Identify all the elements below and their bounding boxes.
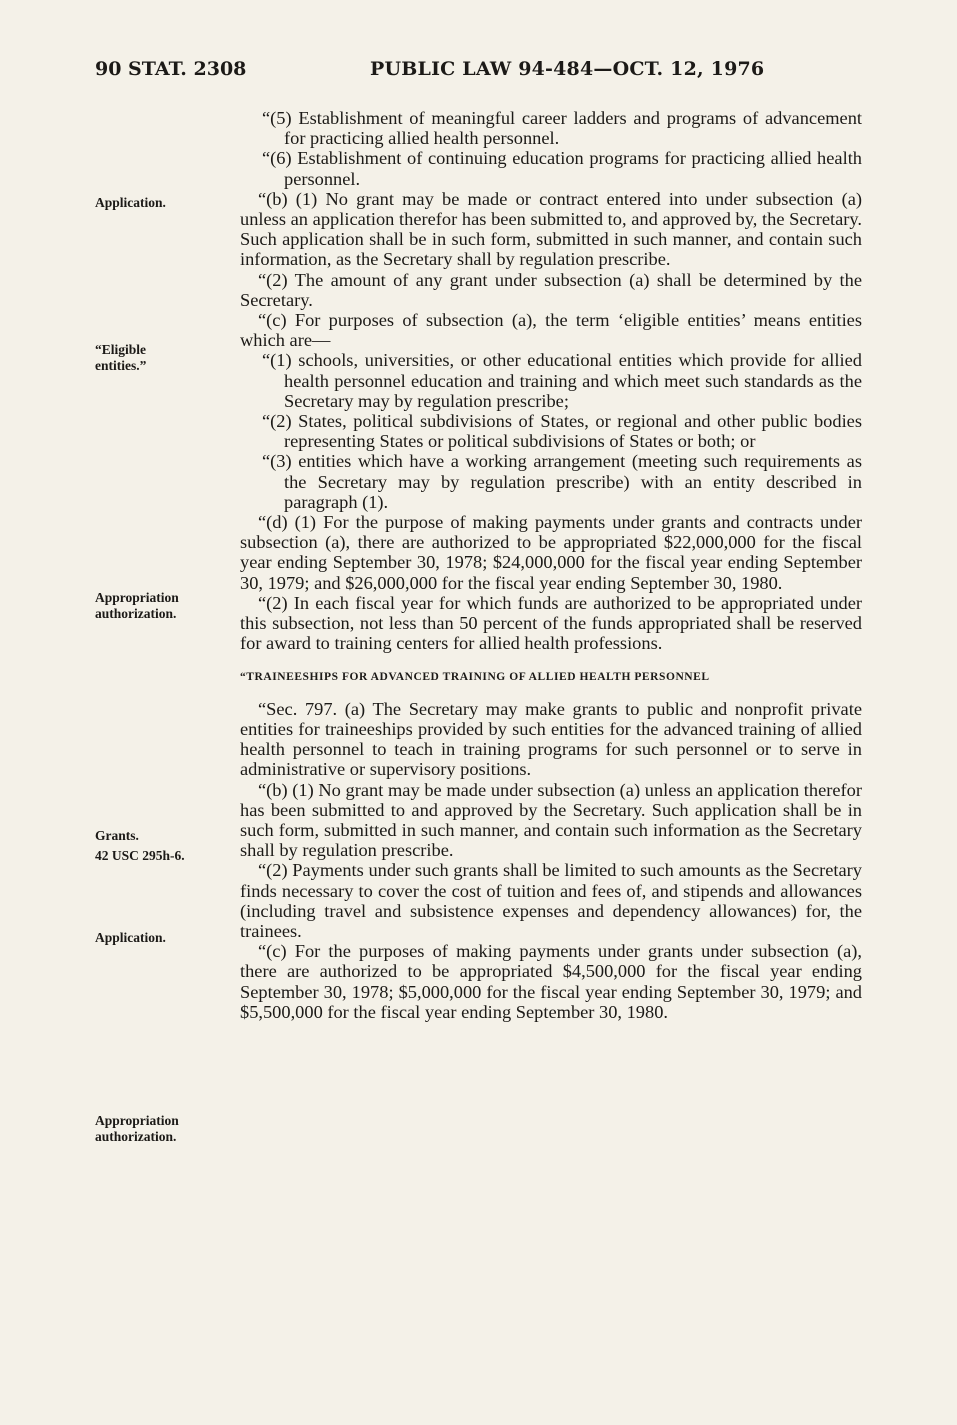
subsection-c: “(c) For purposes of subsection (a), the term ‘eligible entities’ means entities which are— — [240, 310, 862, 351]
margin-note-line: authorization. — [95, 606, 177, 621]
section-797-b-1: “(b) (1) No grant may be made under subsection (a) unless an application therefor has been submitted to and approved by the Secretary. Such application shall be in such form, submitted in such manner, and contain such information as the Secretary shall by regulation prescribe. — [240, 779, 862, 861]
subsection-c-3: “(3) entities which have a working arrangement (meeting such requirements as the Secretary may by regulation prescribe) with an entity described in paragraph (1). — [262, 451, 862, 512]
section-797-b-2: “(2) Payments under such grants shall be limited to such amounts as the Secretary finds necessary to cover the cost of tuition and fees of, and stipends and allowances (including travel and subsistence expenses and dependency allowances) for, the trainees. — [240, 860, 862, 941]
section-797-c: “(c) For the purposes of making payments under grants under subsection (a), there are authorized to be appropriated $4,500,000 for the fiscal year ending September 30, 1978; $5,000,000 for the fiscal year ending September 30, 1979; and $5,500,000 for the fiscal year ending September 30, 1980. — [240, 941, 862, 1022]
margin-note-eligible-entities — [95, 342, 230, 374]
margin-note-grants — [95, 828, 230, 864]
stat-citation: 90 STAT. 2308 — [95, 58, 247, 80]
statute-body — [240, 108, 862, 1022]
subsection-c-2: “(2) States, political subdivisions of States, or regional and other public bodies representing States or political subdivisions of States or both; or — [262, 411, 862, 452]
paragraph-6: “(6) Establishment of continuing education programs for practicing allied health personnel. — [262, 148, 862, 189]
section-797-a: “Sec. 797. (a) The Secretary may make grants to public and nonprofit private entities for traineeships provided by such entities for the advanced training of allied health personnel to teach in training programs for such personnel or to serve in administrative or supervisory positions. — [240, 698, 862, 780]
paragraph-5: “(5) Establishment of meaningful career ladders and programs of advancement for practicing allied health personnel. — [262, 108, 862, 149]
margin-note-appropriation-authorization — [95, 590, 230, 622]
margin-note-appropriation-authorization — [95, 1113, 230, 1145]
subsection-b-1: “(b) (1) No grant may be made or contract entered into under subsection (a) unless an application therefor has been submitted to, and approved by, the Secretary. Such application shall be in such form, submitted in such manner, and contain such information, as the Secretary shall by regulation prescribe. — [240, 188, 862, 270]
margin-note-line: entities.” — [95, 358, 147, 373]
margin-note-line: Appropriation — [95, 1113, 179, 1128]
margin-note-application: Application. — [95, 195, 166, 210]
margin-note-line: “Eligible — [95, 342, 147, 357]
margin-note-line: Appropriation — [95, 590, 179, 605]
margin-note-application: Application. — [95, 930, 166, 945]
subsection-d-2: “(2) In each fiscal year for which funds are authorized to be appropriated under this subsection, not less than 50 percent of the funds appropriated shall be reserved for award to training centers for allied health professions. — [240, 592, 862, 654]
margin-note-line: authorization. — [95, 1129, 177, 1144]
margin-note-line: Grants. — [95, 828, 139, 843]
subsection-d-1: “(d) (1) For the purpose of making payments under grants and contracts under subsection (a), there are authorized to be appropriated $22,000,000 for the fiscal year ending September 30, 1978; $24,000,000 for the fiscal year ending September 30, 1979; and $26,000,000 for the fiscal year ending September 30, 1980. — [240, 512, 862, 593]
section-heading: “TRAINEESHIPS FOR ADVANCED TRAINING OF ALLIED HEALTH PERSONNEL — [240, 671, 710, 684]
margin-note-usc-citation: 42 USC 295h-6. — [95, 848, 185, 863]
page-header — [95, 58, 865, 88]
subsection-b-2: “(2) The amount of any grant under subsection (a) shall be determined by the Secretary. — [240, 269, 862, 310]
subsection-c-1: “(1) schools, universities, or other educational entities which provide for allied health personnel education and training and which meet such standards as the Secretary may by regulation prescribe; — [262, 350, 862, 411]
law-title: PUBLIC LAW 94-484—OCT. 12, 1976 — [370, 58, 765, 80]
